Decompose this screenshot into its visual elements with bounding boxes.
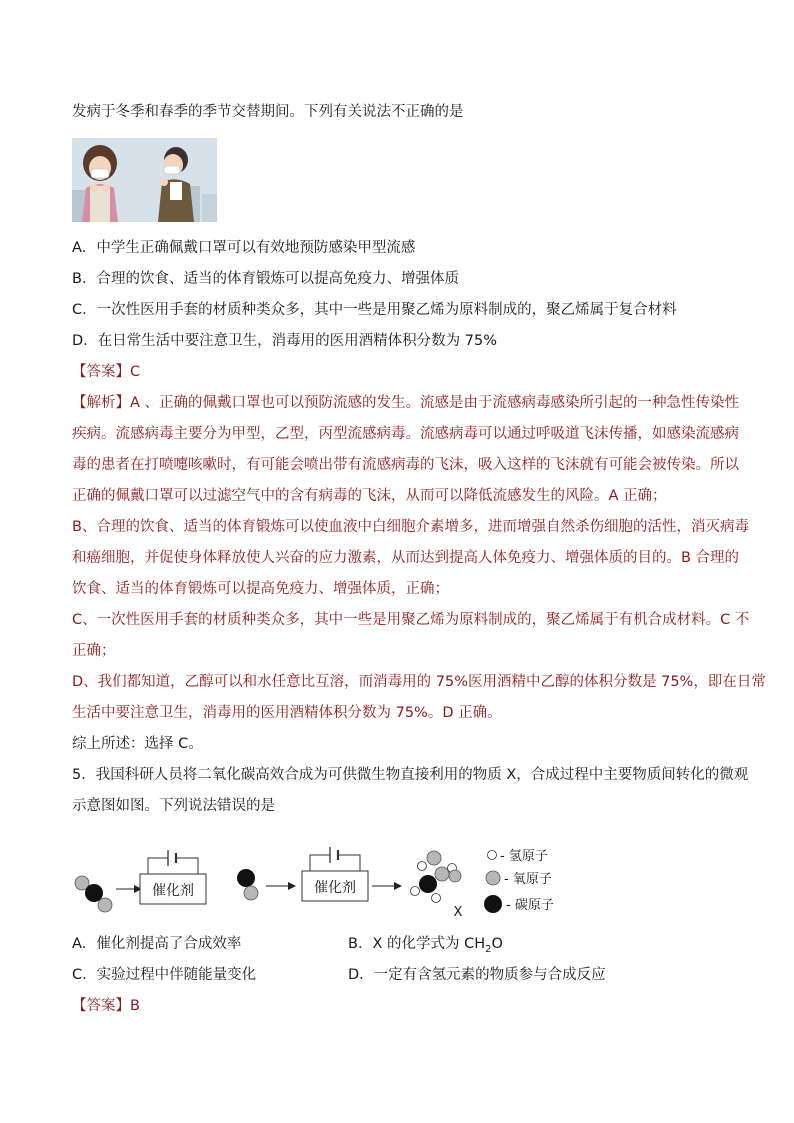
option-b-text: B．X 的化学式为 CH: [348, 936, 486, 952]
q4-option-c: C．一次性医用手套的材质种类众多，其中一些是用聚乙烯为原料制成的，聚乙烯属于复合材料: [72, 302, 677, 318]
answer-label: 【答案】: [72, 998, 130, 1014]
q4-answer: [72, 362, 140, 382]
legend-oxygen: - 氧原子: [504, 872, 552, 887]
analysis-line: D、我们都知道，乙醇可以和水任意比互溶，而消毒用的 75%医用酒精中乙醇的体积分数是 75%，即在日常: [72, 674, 766, 690]
hydrogen-atom: [418, 862, 427, 871]
q5-stem-line-2: 示意图如图。下列说法错误的是: [72, 798, 275, 814]
legend-carbon: - 碳原子: [506, 898, 554, 913]
q5-stem-line-1: 5．我国科研人员将二氧化碳高效合成为可供微生物直接利用的物质 X，合成过程中主要物质间转化的微观: [72, 767, 749, 783]
carbon-icon: [484, 895, 502, 913]
product-label: X: [453, 905, 463, 920]
reaction-diagram: [70, 838, 590, 922]
option-b-subscript: 2: [485, 943, 492, 955]
catalyst-label-2: 催化剂: [314, 880, 356, 896]
q5-option-a: A．催化剂提高了合成效率: [72, 936, 242, 952]
oxygen-atom: [427, 851, 441, 865]
oxygen-atom: [98, 898, 112, 912]
answer-value: B: [130, 998, 140, 1014]
q5-option-b: [348, 934, 503, 960]
oxygen-icon: [486, 871, 500, 885]
option-b-tail: O: [491, 936, 503, 952]
analysis-line: C、一次性医用手套的材质种类众多，其中一些是用聚乙烯为原料制成的，聚乙烯属于有机合成材料。C 不: [72, 612, 750, 628]
q4-option-b: B．合理的饮食、适当的体育锻炼可以提高免疫力、增强体质: [72, 271, 459, 287]
carbon-atom: [237, 869, 255, 887]
analysis-line: 疾病。流感病毒主要分为甲型，乙型，丙型流感病毒。流感病毒可以通过呼吸道飞沫传播，如感染流感病: [72, 426, 739, 442]
q5-option-d: D．一定有含氢元素的物质参与合成反应: [348, 967, 606, 983]
oxygen-atom: [449, 870, 461, 882]
analysis-line: 和癌细胞，并促使身体释放使人兴奋的应力激素，从而达到提高人体免疫力、增强体质的目的。B 合理的: [72, 550, 740, 566]
analysis-line: 正确的佩戴口罩可以过滤空气中的含有病毒的飞沫，从而可以降低流感发生的风险。A 正确；: [72, 488, 667, 504]
answer-label: 【答案】: [72, 364, 130, 380]
carbon-atom: [419, 875, 437, 893]
analysis-line: B、合理的饮食、适当的体育锻炼可以使血液中白细胞介素增多，进而增强自然杀伤细胞的活性，消灭病毒: [72, 519, 749, 535]
hydrogen-icon: [488, 851, 497, 860]
q5-answer: [72, 996, 140, 1016]
analysis-label: 【解析】: [72, 395, 130, 411]
hydrogen-atom: [411, 887, 420, 896]
hydrogen-atom: [432, 894, 441, 903]
analysis-text: A 、正确的佩戴口罩也可以预防流感的发生。流感是由于流感病毒感染所引起的一种急性传染性: [130, 395, 740, 411]
analysis-line: [72, 393, 739, 413]
legend-hydrogen: - 氢原子: [500, 849, 548, 864]
question-intro: 发病于冬季和春季的季节交替期间。下列有关说法不正确的是: [72, 104, 464, 120]
answer-value: C: [130, 364, 141, 380]
q4-summary: 综上所述：选择 C。: [72, 736, 203, 752]
catalyst-label-1: 催化剂: [152, 883, 194, 899]
analysis-line: 饮食、适当的体育锻炼可以提高免疫力、增强体质，正确；: [72, 581, 449, 597]
analysis-line: 毒的患者在打喷嚏咳嗽时，有可能会喷出带有流感病毒的飞沫，吸入这样的飞沫就有可能会被传染。所以: [72, 457, 739, 473]
oxygen-atom: [435, 867, 449, 881]
oxygen-atom: [244, 886, 258, 900]
q4-option-d: D．在日常生活中要注意卫生，消毒用的医用酒精体积分数为 75%: [72, 333, 498, 349]
q5-option-c: C．实验过程中伴随能量变化: [72, 967, 257, 983]
masked-people-illustration: [72, 138, 217, 222]
analysis-line: 生活中要注意卫生，消毒用的医用酒精体积分数为 75%。D 正确。: [72, 705, 502, 721]
analysis-line: 正确；: [72, 643, 116, 659]
q4-option-a: A．中学生正确佩戴口罩可以有效地预防感染甲型流感: [72, 240, 416, 256]
